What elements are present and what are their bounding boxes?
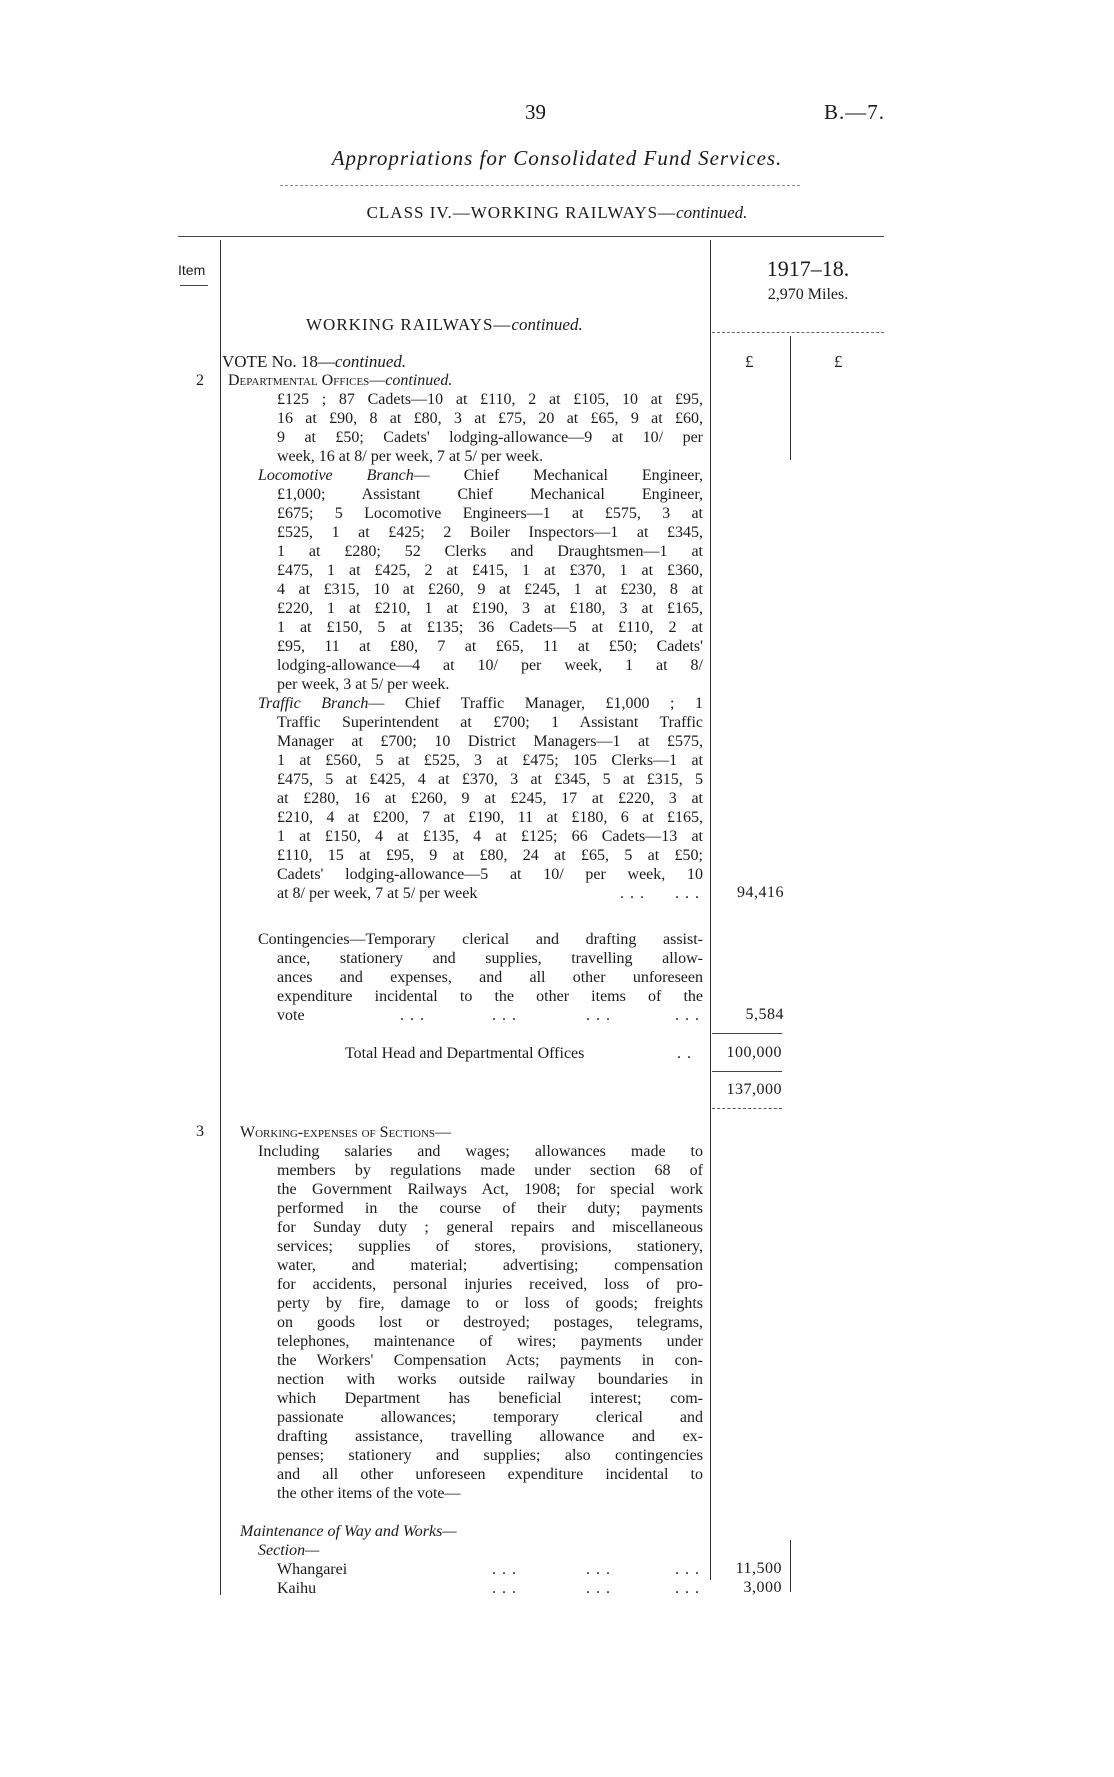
dot-leader: ... xyxy=(586,1580,616,1597)
dot-leader: ... xyxy=(675,1561,705,1578)
total-rule xyxy=(712,1071,782,1072)
locomotive-branch-label: Locomotive Branch xyxy=(258,467,414,484)
item-number: 2 xyxy=(196,372,204,389)
contingencies-first-line: Contingencies—Temporary clerical and drafting assist- xyxy=(258,931,703,948)
title-rule xyxy=(280,185,800,186)
section-name: Whangarei xyxy=(277,1561,348,1578)
traffic-branch-first-line: Traffic Branch— Chief Traffic Manager, £1,000 ; 1 xyxy=(258,695,704,712)
item-number: 3 xyxy=(196,1123,204,1140)
description-column-divider xyxy=(710,240,711,1580)
contingencies-amount: 5,584 xyxy=(745,1006,784,1023)
salaries-amount: 94,416 xyxy=(737,884,784,901)
vote-label: VOTE No. 18—continued. xyxy=(222,352,407,371)
section-sub-heading: WORKING RAILWAYS—continued. xyxy=(306,315,583,334)
grand-total-rule xyxy=(712,1108,782,1109)
working-expenses-paragraph: members by regulations made under section 68 of the Government Railways Act, 1908; for special work performed in the course of their duty; payments for Sunday duty ; general repairs and miscellaneous services; supplies of stores, provisions, stationery, water, and material; advertising; compensation for accidents, personal injuries received, loss of pro- perty by fire, damage to or loss of goods; freights on goods lost or destroyed; postages, telegrams, telephones, maintenance of wires; payments under the Workers' Compensation Acts; payments in con- nection with works outside railway boundaries in which Department has beneficial interest; com- passionate allowances; temporary clerical and drafting assistance, travelling allowance and ex- penses; stationery and supplies; also contingencies and all other unforeseen expenditure incidental to xyxy=(277,1162,703,1483)
currency-symbol: £ xyxy=(745,352,754,371)
item-column-header: Item xyxy=(178,262,206,278)
dot-leader: ... xyxy=(586,1007,616,1024)
working-expenses-heading: Working-expenses of Sections— xyxy=(240,1124,452,1141)
dot-leader: ... xyxy=(400,1007,430,1024)
section-amount: 3,000 xyxy=(743,1579,782,1596)
locomotive-branch-paragraph: £1,000; Assistant Chief Mechanical Engineer, £675; 5 Locomotive Engineers—1 at £575, 3 at £525, 1 at £425; 2 Boiler Inspectors—1 at £345, 1 at £280; 52 Clerks and Draughtsmen—1 at £475, 1 at £425, 2 at £415, 1 at £370, 1 at £360, 4 at £315, 10 at £260, 9 at £245, 1 at £230, 8 at £220, 1 at £210, 1 at £190, 3 at £180, 3 at £165, 1 at £150, 5 at £135; 36 Cadets—5 at £110, 2 at £95, 11 at £80, 7 at £65, 11 at £50; Cadets' lodging-allowance—4 at 10/ per week, 1 at 8/ per week, 3 at 5/ per week. xyxy=(277,486,703,693)
section-name: Kaihu xyxy=(277,1580,317,1597)
year-header-rule xyxy=(712,332,884,333)
dot-leader: ... xyxy=(675,1580,705,1597)
class-heading: CLASS IV.—WORKING RAILWAYS—continued. xyxy=(366,203,748,222)
working-expenses-last-line: the other items of the vote— xyxy=(277,1485,461,1502)
cadets-paragraph: £125 ; 87 Cadets—10 at £110, 2 at £105, 10 at £95, 16 at £90, 8 at £80, 3 at £75, 20 at £65, 9 at £60, 9 at £50; Cadets' lodging-allowance—9 at 10/ per week, 16 at 8/ per week, 7 at 5/ per week. xyxy=(277,391,703,465)
contingencies-last-line: vote xyxy=(277,1007,305,1024)
locomotive-branch-first-line: Locomotive Branch— Chief Mechanical Engineer, xyxy=(258,467,704,484)
amount-column-divider xyxy=(790,336,791,460)
dot-leader: ... xyxy=(492,1007,522,1024)
item-header-underline xyxy=(180,285,208,286)
page-number: 39 xyxy=(525,100,546,124)
departmental-offices-heading: Departmental Offices—continued. xyxy=(228,372,453,389)
dot-leader: ... xyxy=(675,885,705,902)
subtotal-rule xyxy=(712,1033,782,1034)
working-expenses-first-line: Including salaries and wages; allowances made to xyxy=(258,1143,703,1160)
table-top-rule xyxy=(178,236,884,237)
page-reference: B.—7. xyxy=(824,100,886,124)
contingencies-paragraph: ance, stationery and supplies, travelling allow- ances and expenses, and all other unforeseen expenditure incidental to the other items of the xyxy=(277,950,703,1005)
traffic-branch-label: Traffic Branch xyxy=(258,695,369,712)
traffic-branch-last-line: at 8/ per week, 7 at 5/ per week xyxy=(277,885,478,902)
dot-leader: ... xyxy=(492,1561,522,1578)
mileage: 2,970 Miles. xyxy=(767,286,849,303)
dot-leader: ... xyxy=(675,1007,705,1024)
fiscal-year: 1917–18. xyxy=(766,256,850,281)
dot-leader: ... xyxy=(492,1580,522,1597)
dot-leader: ... xyxy=(620,885,650,902)
dot-leader: ... xyxy=(586,1561,616,1578)
traffic-branch-paragraph: Traffic Superintendent at £700; 1 Assistant Traffic Manager at £700; 10 District Managers—1 at £575, 1 at £560, 5 at £525, 3 at £475; 105 Clerks—1 at £475, 5 at £425, 4 at £370, 3 at £345, 5 at £315, 5 at £280, 16 at £260, 9 at £245, 17 at £220, 3 at £210, 4 at £200, 7 at £190, 11 at £180, 6 at £165, 1 at £150, 4 at £135, 4 at £125; 66 Cadets—13 at £110, 15 at £95, 9 at £80, 24 at £65, 5 at £50; Cadets' lodging-allowance—5 at 10/ per week, 10 xyxy=(277,714,703,883)
grand-total-amount: 137,000 xyxy=(726,1081,782,1098)
maintenance-heading: Maintenance of Way and Works— xyxy=(240,1523,457,1540)
total-label: Total Head and Departmental Offices xyxy=(345,1045,585,1062)
section-amount: 11,500 xyxy=(735,1560,782,1577)
currency-symbol: £ xyxy=(834,352,843,371)
item-column-divider xyxy=(220,240,221,1595)
section-label: Section— xyxy=(258,1542,320,1559)
page-title: Appropriations for Consolidated Fund Services. xyxy=(331,146,783,170)
amount-column-divider-lower xyxy=(790,1540,791,1592)
dot-leader: .. xyxy=(677,1045,697,1062)
total-amount: 100,000 xyxy=(726,1044,782,1061)
